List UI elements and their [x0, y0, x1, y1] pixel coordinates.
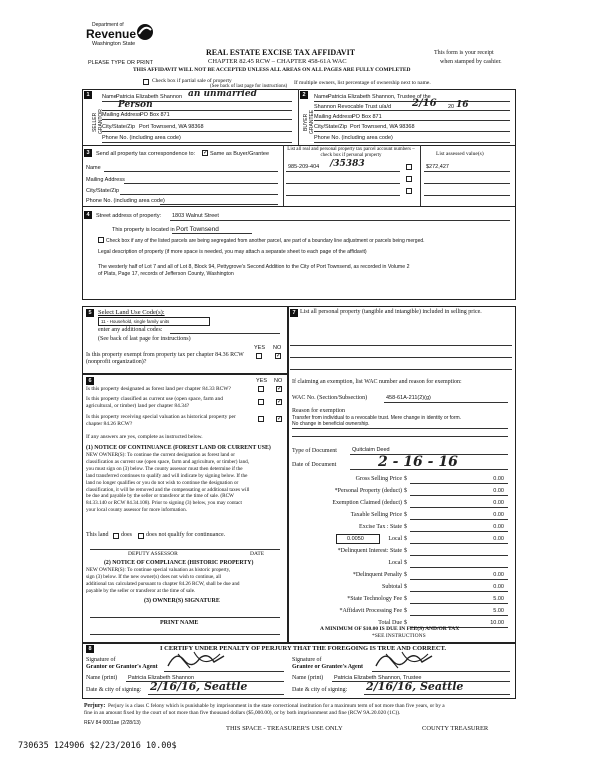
personal-property-label: List all personal property (tangible and intangible) included in selling price. [300, 309, 482, 315]
tax-row-label: *Delinquent Interest: State [337, 548, 402, 554]
seller-name-value[interactable]: Patricia Elizabeth Shannon [116, 94, 183, 100]
sec5-no: NO [273, 345, 282, 351]
seller-name-handwriting-2: Person [118, 100, 153, 110]
if-yes-note: If any answers are yes, complete as instructed below. [86, 434, 203, 440]
section-3-badge: 3 [84, 149, 92, 157]
notice1-line: you must sign on (3) below. The county assessor must then determine if the [86, 465, 243, 472]
county-treasurer: COUNTY TREASURER [422, 725, 489, 732]
buyer-name-value[interactable]: Patricia Elizabeth Shannon, Trustee of the [328, 94, 431, 100]
land-does-checkbox[interactable] [113, 533, 119, 539]
tax-row-currency: $ [404, 620, 407, 626]
tax-row [292, 546, 510, 558]
tax-row-label: Taxable Selling Price [350, 512, 402, 518]
seller-mail-value[interactable]: PO Box 871 [140, 112, 170, 118]
tax-row-currency: $ [404, 596, 407, 602]
assessed-header: List assessed value(s) [436, 151, 484, 157]
notice1-line: be due and payable by the seller or transferor at the time of sale. (RCW [86, 493, 234, 500]
forest-yes-checkbox[interactable] [258, 386, 264, 392]
tax-row-currency: $ [404, 548, 407, 554]
does-not-label: does not qualify for continuance. [146, 532, 226, 538]
deputy-date-label: DATE [250, 551, 265, 557]
forest-no-checkbox[interactable]: ✓ [277, 386, 283, 392]
tax-row-label: *State Technology Fee [347, 596, 402, 602]
tax-row [292, 474, 510, 486]
parcel-personal-checkbox-3[interactable] [406, 188, 412, 194]
land-use-value: 11 - Household, single family units [101, 319, 170, 324]
buyer-city-value[interactable]: Port Townsend, WA 98368 [350, 124, 415, 130]
parcel-personal-checkbox-1[interactable] [406, 164, 412, 170]
section-7-badge: 7 [290, 309, 298, 317]
tax-row-value[interactable]: 0.00 [493, 476, 504, 482]
same-as-buyer-checkbox[interactable]: ✓ [203, 150, 209, 156]
reason-label: Reason for exemption [292, 408, 345, 414]
tax-row [292, 558, 510, 570]
tax-row-currency: $ [404, 536, 407, 542]
seller-phone-label: Phone No. (including area code) [102, 135, 181, 141]
parcel-header: List all real and personal property tax parcel account numbers – check box if personal property [287, 147, 415, 158]
logo-swoosh-icon [134, 22, 156, 42]
tax-row-label: Subtotal [381, 584, 402, 590]
section-2-badge: 2 [300, 91, 308, 99]
grantor-print-value[interactable]: Patricia Elizabeth Shannon [128, 675, 195, 681]
buyer-name-label: Name [314, 94, 329, 100]
tax-row [292, 486, 510, 498]
grantor-date-label: Date & city of signing: [86, 687, 142, 693]
revenue-word: Revenue [86, 27, 137, 41]
street-label: Street address of property: [96, 213, 162, 219]
tax-row-label: Exemption Claimed (deduct) [332, 500, 402, 506]
notice1-text [86, 452, 284, 514]
tax-row-currency: $ [404, 584, 407, 590]
notice2-text [86, 567, 284, 595]
washington-state: Washington State [92, 41, 136, 47]
grantee-sig-label-1: Signature of [292, 657, 322, 663]
segregated-checkbox[interactable] [98, 237, 104, 243]
tax-row [292, 534, 510, 546]
notice2-title: (2) NOTICE OF COMPLIANCE (HISTORIC PROPERTY) [104, 560, 254, 566]
form-title: REAL ESTATE EXCISE TAX AFFIDAVIT [206, 48, 356, 57]
rev-number: REV 84 0001ae (2/28/13) [84, 720, 141, 726]
reason-value-1[interactable]: Transfer from individual to a revocable trust. Mere change in identity or form. [292, 415, 462, 421]
sec3-name-label: Name [86, 165, 101, 171]
land-use-select[interactable] [98, 317, 210, 326]
grantee-print-value[interactable]: Patricia Elizabeth Shannon, Trustee [334, 675, 422, 681]
notice2-line: additional tax calculated pursuant to chapter 84.26 RCW, shall be due and [86, 580, 240, 587]
legal-label: Legal description of property (if more space is needed, you may attach a separate sheet to each page of the affidavit) [98, 249, 367, 255]
section-6-badge: 6 [86, 377, 94, 385]
type-doc-value[interactable]: Quitclaim Deed [352, 447, 390, 453]
perjury-text-2: fine in an amount fixed by the court of not more than five thousand dollars ($5,000.00), or by both imprisonment and fine (RCW 9A.20.020 (1C)). [84, 710, 401, 716]
tax-row-value[interactable]: 0.00 [493, 500, 504, 506]
buyer-uad-date-hand: 2/16 [412, 98, 437, 109]
grantor-print-label: Name (print) [86, 675, 118, 681]
buyer-city-label: City/State/Zip [314, 124, 348, 130]
forest-question: Is this property designated as forest land per chapter 84.33 RCW? [86, 386, 231, 392]
parcel-handwriting: /35383 [330, 159, 365, 169]
grantee-print-label: Name (print) [292, 675, 324, 681]
located-value[interactable]: Port Townsend [176, 226, 219, 233]
tax-row-currency: $ [404, 476, 407, 482]
tax-row-value[interactable]: 0.00 [493, 572, 504, 578]
buyer-phone-label: Phone No. (including area code) [314, 135, 393, 141]
revenue-logo [84, 22, 159, 56]
date-doc-label: Date of Document [292, 462, 337, 468]
notice1-line: land transferred continues to qualify and will indicate by signing below. If the [86, 472, 248, 479]
sec6-yes: YES [256, 378, 268, 384]
sec3-phone-label: Phone No. (including area code) [86, 198, 165, 204]
seller-city-value[interactable]: Port Townsend, WA 98368 [139, 124, 204, 130]
historic-question: Is this property receiving special valuation as historical property per chapter 84.26 RCW? [86, 414, 236, 427]
form-warning: THIS AFFIDAVIT WILL NOT BE ACCEPTED UNLESS ALL AREAS ON ALL PAGES ARE FULLY COMPLETED [133, 67, 411, 73]
current-use-yes-checkbox[interactable] [258, 399, 264, 405]
see-instructions-note: *SEE INSTRUCTIONS [372, 633, 426, 639]
cashier-stamp: 730635 124906 $2/23/2016 10.00$ [18, 741, 177, 751]
exempt-yes-checkbox[interactable] [256, 353, 262, 359]
tax-row-value[interactable]: 0.00 [493, 536, 504, 542]
notice1-title: (1) NOTICE OF CONTINUANCE (FOREST LAND OR CURRENT USE) [86, 445, 271, 451]
tax-row [292, 570, 510, 582]
tax-row-label: Gross Selling Price [355, 476, 402, 482]
sec5-yes: YES [254, 345, 266, 351]
receipt-note: This form is your receipt [434, 50, 494, 56]
seller-side-label: SELLER GRANTOR [92, 109, 104, 135]
legal-value-1[interactable]: The westerly half of Lot 7 and all of Lot 8, Block 94, Pettygrove's Second Addition to the City of Port Townsend, as recorded in Volume 2 [98, 264, 410, 270]
buyer-name-line2[interactable]: Shannon Revocable Trust u/a/d [314, 104, 392, 110]
section-1-badge: 1 [84, 91, 92, 99]
notice1-line: your local county assessor for more information. [86, 507, 187, 514]
notice2-line: sign (3) below. If the new owner(s) does not wish to continue, all [86, 573, 222, 580]
tax-row-value[interactable]: 5.00 [493, 608, 504, 614]
notice1-line: NEW OWNER(S): To continue the current designation as forest land or [86, 452, 235, 458]
tax-row-value[interactable]: 10.00 [490, 620, 504, 626]
date-doc-value[interactable]: 2 - 16 - 16 [378, 454, 458, 470]
notice1-line: classification, it will be removed and the compensating or additional taxes will [86, 486, 250, 493]
see-back-label: (See back of last page for instructions) [98, 336, 191, 342]
notice2-line: NEW OWNER(S): To continue special valuation as historic property, [86, 567, 231, 573]
tax-row-label: Local [388, 536, 402, 542]
land-does-not-checkbox[interactable] [138, 533, 144, 539]
sec3-mail-label: Mailing Address [86, 177, 125, 183]
local-rate-box[interactable] [336, 534, 380, 544]
deputy-assessor-label: DEPUTY ASSESSOR [128, 551, 178, 557]
street-value[interactable]: 1803 Walnut Street [172, 213, 219, 219]
parcel-number[interactable]: 985-209-404 [288, 164, 320, 170]
notice1-line: classification as current use (open space, farm and agriculture, or timber) land, [86, 458, 250, 465]
seller-name-label: Name [102, 94, 117, 100]
tax-row [292, 594, 510, 606]
tax-row-label: *Delinquent Penalty [352, 572, 402, 578]
grantee-signature-icon [372, 646, 442, 672]
owner-signature-label: (3) OWNER(S) SIGNATURE [144, 598, 220, 604]
section-5-badge: 5 [86, 309, 94, 317]
tax-row-currency: $ [404, 560, 407, 566]
treasurer-use: THIS SPACE - TREASURER'S USE ONLY [226, 725, 343, 732]
tax-row [292, 510, 510, 522]
buyer-year-prefix: 20 [448, 104, 455, 110]
exemption-label: If claiming an exemption, list WAC number and reason for exemption: [292, 379, 462, 385]
tax-row [292, 582, 510, 594]
partial-sale-sub: (See back of last page for instructions) [210, 84, 288, 89]
tax-row-label: *Affidavit Processing Fee [339, 608, 402, 614]
wac-label: WAC No. (Section/Subsection) [292, 395, 368, 401]
section-8-badge: 8 [86, 645, 94, 653]
grantor-signature-icon [164, 646, 234, 672]
send-correspondence-label: Send all property tax correspondence to: [96, 151, 196, 157]
section-4-badge: 4 [84, 211, 92, 219]
buyer-mail-label: Mailing Address [314, 114, 353, 120]
tax-row-currency: $ [404, 488, 407, 494]
seller-mail-label: Mailing Address [102, 112, 141, 118]
wac-value[interactable]: 458-61A-211(2)(g) [386, 395, 431, 401]
tax-row-label: Total Due [378, 620, 402, 626]
tax-row-label: *Personal Property (deduct) [334, 488, 402, 494]
form-chapter: CHAPTER 82.45 RCW – CHAPTER 458-61A WAC [208, 58, 347, 65]
perjury-bold: Perjury: [84, 703, 106, 709]
sec3-city-label: City/State/Zip [86, 188, 120, 194]
tax-row-value[interactable]: 0.00 [493, 584, 504, 590]
minimum-due-note: A MINIMUM OF $10.00 IS DUE IN FEE(S) AND/OR TAX [320, 626, 460, 632]
tax-row-currency: $ [404, 512, 407, 518]
please-type: PLEASE TYPE OR PRINT [88, 60, 154, 66]
this-land-label: This land [86, 532, 109, 538]
certify-statement: I CERTIFY UNDER PENALTY OF PERJURY THAT THE FOREGOING IS TRUE AND CORRECT. [160, 645, 447, 652]
dept-line: Department of [92, 22, 124, 28]
tax-row-value[interactable]: 0.00 [493, 488, 504, 494]
tax-row-value[interactable]: 5.00 [493, 596, 504, 602]
seller-name-handwriting: an unmarried [188, 89, 257, 99]
notice1-line: land no longer qualifies or you do not wish to continue the designation or [86, 479, 239, 486]
local-rate-value: 0.0050 [347, 536, 364, 542]
tax-row-currency: $ [404, 500, 407, 506]
buyer-side-label: BUYER GRANTEE [303, 109, 315, 135]
current-use-no-checkbox[interactable]: ✓ [277, 399, 283, 405]
historic-no-checkbox[interactable]: ✓ [277, 416, 283, 422]
buyer-mail-value[interactable]: PO Box 871 [352, 114, 382, 120]
tax-row-currency: $ [404, 608, 407, 614]
located-label: This property is located in [112, 227, 175, 233]
partial-sale-checkbox[interactable] [143, 79, 149, 85]
legal-value-2[interactable]: of Plats, Page 17, records of Jefferson County, Washington [98, 271, 234, 277]
tax-row-label: Local [388, 560, 402, 566]
tax-row [292, 522, 510, 534]
type-doc-label: Type of Document [292, 448, 337, 454]
tax-row-currency: $ [404, 524, 407, 530]
grantor-date-value[interactable]: 2/16/16, Seattle [150, 680, 248, 693]
grantee-date-value[interactable]: 2/16/16, Seattle [366, 680, 464, 693]
same-as-buyer-label: Same as Buyer/Grantee [210, 151, 270, 157]
tax-row-label: Excise Tax : State [359, 524, 402, 530]
reason-value-2[interactable]: No change in beneficial ownership. [292, 421, 370, 427]
perjury-text: Perjury is a class C felony which is punishable by imprisonment in the state correctional institution for a maximum term of not more than five years, or by a [108, 703, 445, 709]
land-use-label: Select Land Use Code(s): [98, 309, 165, 316]
seller-city-label: City/State/Zip [102, 124, 136, 130]
additional-codes-label: enter any additional codes: [98, 327, 163, 333]
multiple-owners-note: If multiple owners, list percentage of ownership next to name. [294, 80, 431, 86]
tax-row [292, 498, 510, 510]
segregated-label: Check box if any of the listed parcels are being segregated from another parcel, are part of a boundary line adjustment or parcels being merged. [106, 238, 425, 244]
notice2-line: payable by the seller or transferor at the time of sale. [86, 587, 196, 594]
current-use-question: Is this property classified as current use (open space, farm and agricultural, or timber) land per chapter 84.34? [86, 396, 223, 409]
tax-row-value[interactable]: 0.00 [493, 512, 504, 518]
stamped-note: when stamped by cashier. [440, 59, 502, 65]
grantee-date-label: Date & city of signing: [292, 687, 348, 693]
parcel-personal-checkbox-2[interactable] [406, 176, 412, 182]
grantee-sig-label-2: Grantee or Grantee's Agent [292, 664, 364, 670]
notice1-line: 84.33.140 or RCW 84.34.108). Prior to signing (3) below, you may contact [86, 500, 242, 507]
historic-yes-checkbox[interactable] [258, 416, 264, 422]
partial-sale-label: Check box if partial sale of property [152, 78, 232, 84]
buyer-year-hand: 16 [456, 100, 469, 110]
exempt-question: Is this property exempt from property tax per chapter 84.36 RCW (nonprofit organization)? [86, 352, 244, 365]
print-name-label: PRINT NAME [160, 620, 199, 626]
grantor-sig-label-2: Grantor or Grantor's Agent [86, 664, 158, 670]
tax-row [292, 606, 510, 618]
does-label: does [121, 532, 132, 538]
tax-row-currency: $ [404, 572, 407, 578]
tax-row-value[interactable]: 0.00 [493, 524, 504, 530]
exempt-no-checkbox[interactable]: ✓ [276, 353, 282, 359]
grantor-sig-label-1: Signature of [86, 657, 116, 663]
sec6-no: NO [274, 378, 283, 384]
assessed-value[interactable]: $272,427 [426, 164, 449, 170]
